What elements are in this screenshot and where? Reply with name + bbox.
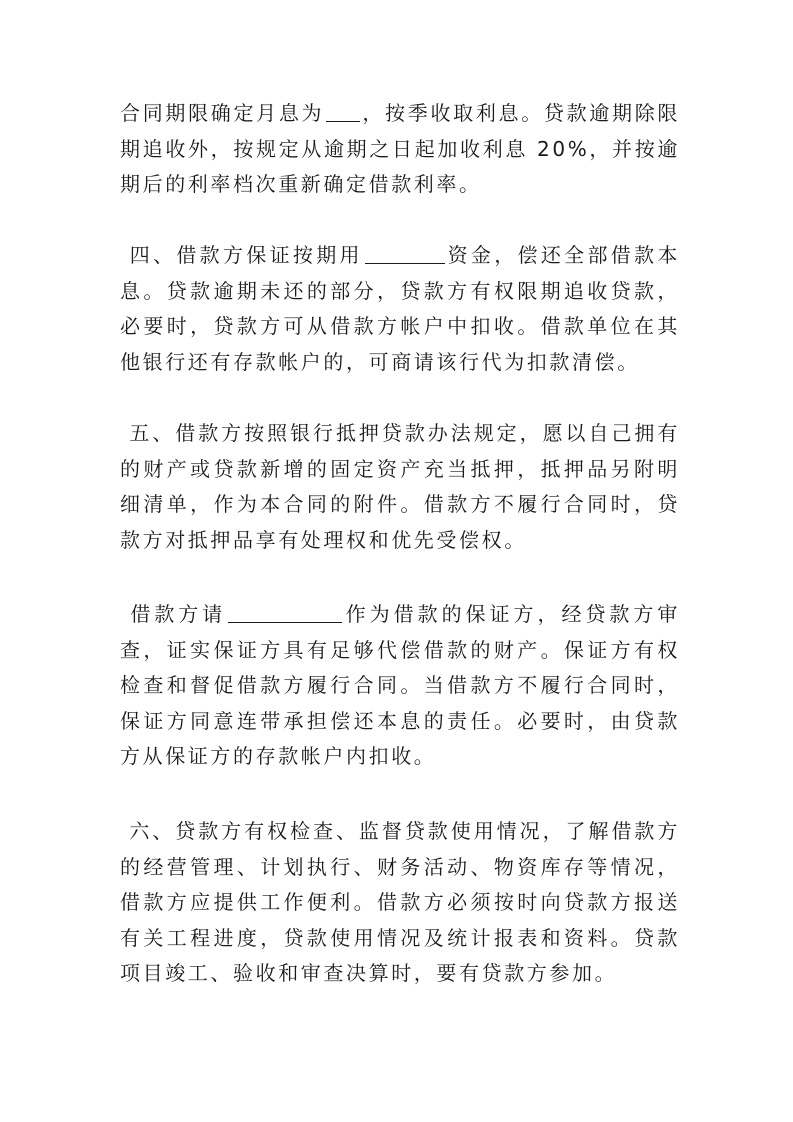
paragraph-text-before-blank: 四、借款方保证按期用 xyxy=(120,243,363,267)
paragraph-clause-six xyxy=(120,814,680,992)
paragraph-guarantor xyxy=(120,597,680,775)
blank-underline-interest-rate xyxy=(326,101,360,122)
paragraph-text: 六、贷款方有权检查、监督贷款使用情况，了解借款方的经营管理、计划执行、财务活动、物资库存等情况，借款方应提供工作便利。借款方必须按时向贷款方报送有关工程进度，贷款使用情况及统计报表和资料。贷款项目竣工、验收和审查决算时，要有贷款方参加。 xyxy=(120,819,680,985)
blank-underline-fund-source xyxy=(365,243,445,264)
paragraph-clause-five xyxy=(120,416,680,558)
paragraph-text: 五、借款方按照银行抵押贷款办法规定，愿以自己拥有的财产或贷款新增的固定资产充当抵押，抵押品另附明细清单，作为本合同的附件。借款方不履行合同时，贷款方对抵押品享有处理权和优先受偿权。 xyxy=(120,421,680,552)
paragraph-clause-four xyxy=(120,238,680,380)
paragraph-text-after-blank: 作为借款的保证方，经贷款方审查，证实保证方具有足够代偿借款的财产。保证方有权检查和督促借款方履行合同。当借款方不履行合同时，保证方同意连带承担偿还本息的责任。必要时，由贷款方从保证方的存款帐户内扣收。 xyxy=(120,602,680,768)
paragraph-monthly-interest xyxy=(120,96,680,203)
paragraph-text-after-blank: ，按季收取利息。贷款逾期除限期追收外，按规定从逾期之日起加收利息 20%，并按逾期后的利率档次重新确定借款利率。 xyxy=(120,101,680,196)
paragraph-text-before-blank: 借款方请 xyxy=(120,602,227,626)
blank-underline-guarantor xyxy=(228,602,342,623)
paragraph-text-before-blank: 合同期限确定月息为 xyxy=(120,101,325,125)
paragraph-text-after-blank: 资金，偿还全部借款本息。贷款逾期未还的部分，贷款方有权限期追收贷款，必要时，贷款方可从借款方帐户中扣收。借款单位在其他银行还有存款帐户的，可商请该行代为扣款清偿。 xyxy=(120,243,681,374)
